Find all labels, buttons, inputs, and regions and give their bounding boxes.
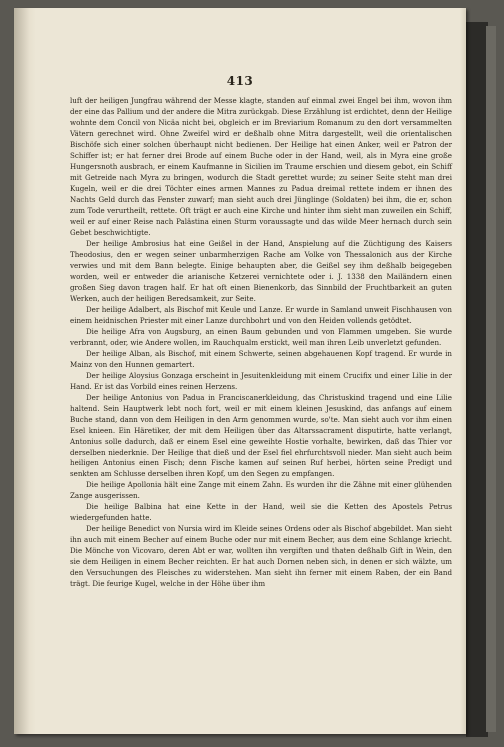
book-spine bbox=[466, 22, 488, 737]
paragraph: luft der heiligen Jungfrau während der Messe klagte, standen auf einmal zwei Engel bei ihm, wovon ihm der eine das Pallium und der andere die Mitra zurückgab. Diese Erzählung ist erdichtet, denn der Heilige wohnte dem Concil von Nicäa nicht bei, obgleich er im Breviarium Romanum zu den dort versammelten Vätern gerechnet wird. Ohne Zweifel wird er deßhalb ohne Mitra dargestellt, weil die orientalischen Bischöfe sich einer solchen überhaupt nicht bedienen. Der Heilige hat einen Anker, weil er Patron der Schiffer ist; er hat ferner drei Brode auf einem Buche oder in der Hand, weil, als in Myra eine große Hungersnoth ausbrach, er einem Kaufmanne in Sicilien im Traume erschien und diesem gebot, ein Schiff mit Getreide nach Myra zu bringen, wodurch die Stadt gerettet wurde; zu seiner Seite steht man drei Kugeln, weil er die drei Töchter eines armen Mannes zu Padua dreimal rettete indem er ihnen des Nachts Geld durch das Fenster zuwarf; man sieht auch drei Jünglinge (Soldaten) bei ihm, die er, schon zum Tode verurtheilt, rettete. Oft trägt er auch eine Kirche und hinter ihm sieht man zuweilen ein Schiff, weil er auf einer Reise nach Palästina einen Sturm voraussagte und das wilde Meer hernach durch sein Gebet beschwichtigte. bbox=[70, 96, 452, 237]
paragraph: Der heilige Aloysius Gonzaga erscheint in Jesuitenkleidung mit einem Crucifix und einer Lilie in der Hand. Er ist das Vorbild eines reinen Herzens. bbox=[70, 370, 452, 391]
paragraph: Die heilige Apollonia hält eine Zange mit einem Zahn. Es wurden ihr die Zähne mit einer glühenden Zange ausgerissen. bbox=[70, 480, 452, 501]
page-gutter-shadow bbox=[14, 8, 36, 734]
paragraph: Der heilige Benedict von Nursia wird im Kleide seines Ordens oder als Bischof abgebildet. Man sieht ihn auch mit einem Becher auf einem Buche oder nur mit einem Becher, aus dem eine Schlange kriecht. Die Mönche von Vicovaro, deren Abt er war, wollten ihn vergiften und thaten deßhalb Gift in Wein, den sie dem Heiligen in einem Becher reichten. Er hat auch Dornen neben sich, in denen er sich wälzte, um den Versuchungen des Fleisches zu widerstehen. Man sieht ihn ferner mit einem Raben, der ein Band trägt. Die feurige Kugel, welche in der Höhe über ihm bbox=[70, 524, 452, 589]
book-page bbox=[14, 8, 466, 734]
paragraph: Die heilige Balbina hat eine Kette in der Hand, weil sie die Ketten des Apostels Petrus wiedergefunden hatte. bbox=[70, 502, 452, 523]
paragraph: Der heilige Antonius von Padua in Franciscanerkleidung, das Christuskind tragend und eine Lilie haltend. Sein Hauptwerk lebt noch fort, weil er mit einem kleinen Jesuskind, das anfangs auf einem Buche stand, dann von dem Heiligen in den Arm genommen wurde, so'te. Man sieht auch vor ihm einen Esel knieen. Ein Häretiker, der mit dem Heiligen über das Altarssacrament disputirte, hatte verlangt, Antonius solle dadurch, daß er einem Esel eine geweihte Hostie vorhalte, bewirken, daß das Thier vor derselben niederknie. Der Heilige that dieß und der Esel fiel ehrfurchtsvoll nieder. Man sieht auch beim heiligen Antonius einen Fisch; denn Fische kamen auf seinen Ruf herbei, hörten seine Predigt und senkten am Schlusse derselben ihren Kopf, um den Segen zu empfangen. bbox=[70, 392, 452, 479]
book-spine-edge bbox=[486, 26, 496, 732]
paragraph: Die heilige Afra von Augsburg, an einen Baum gebunden und von Flammen umgeben. Sie wurde verbrannt, oder, wie Andere wollen, im Rauchqualm erstickt, weil man ihren Leib unverletzt gefunden. bbox=[70, 326, 452, 347]
paragraph: Der heilige Ambrosius hat eine Geißel in der Hand, Anspielung auf die Züchtigung des Kaisers Theodosius, den er wegen seiner unbarmherzigen Rache am Volke von Thessalonich aus der Kirche verwies und mit dem Bann belegte. Einige behaupten aber, die Geißel sey ihm deßhalb beigegeben worden, weil er entweder die arianische Ketzerei vernichtete oder i. J. 1338 den Mailändern einen großen Sieg davon tragen half. Er hat oft einen Bienenkorb, das Sinnbild der Fruchtbarkeit an guten Werken, auch der heiligen Beredsamkeit, zur Seite. bbox=[70, 238, 452, 303]
paragraph: Der heilige Adalbert, als Bischof mit Keule und Lanze. Er wurde in Samland unweit Fischhausen von einem heidnischen Priester mit einer Lanze durchbohrt und von den Heiden vollends getödtet. bbox=[70, 304, 452, 325]
page-edge-shadow bbox=[460, 8, 466, 734]
page-number: 413 bbox=[226, 74, 254, 88]
paragraph: Der heilige Alban, als Bischof, mit einem Schwerte, seinen abgehauenen Kopf tragend. Er wurde in Mainz von den Hunnen gemartert. bbox=[70, 348, 452, 369]
body-text bbox=[70, 96, 452, 590]
